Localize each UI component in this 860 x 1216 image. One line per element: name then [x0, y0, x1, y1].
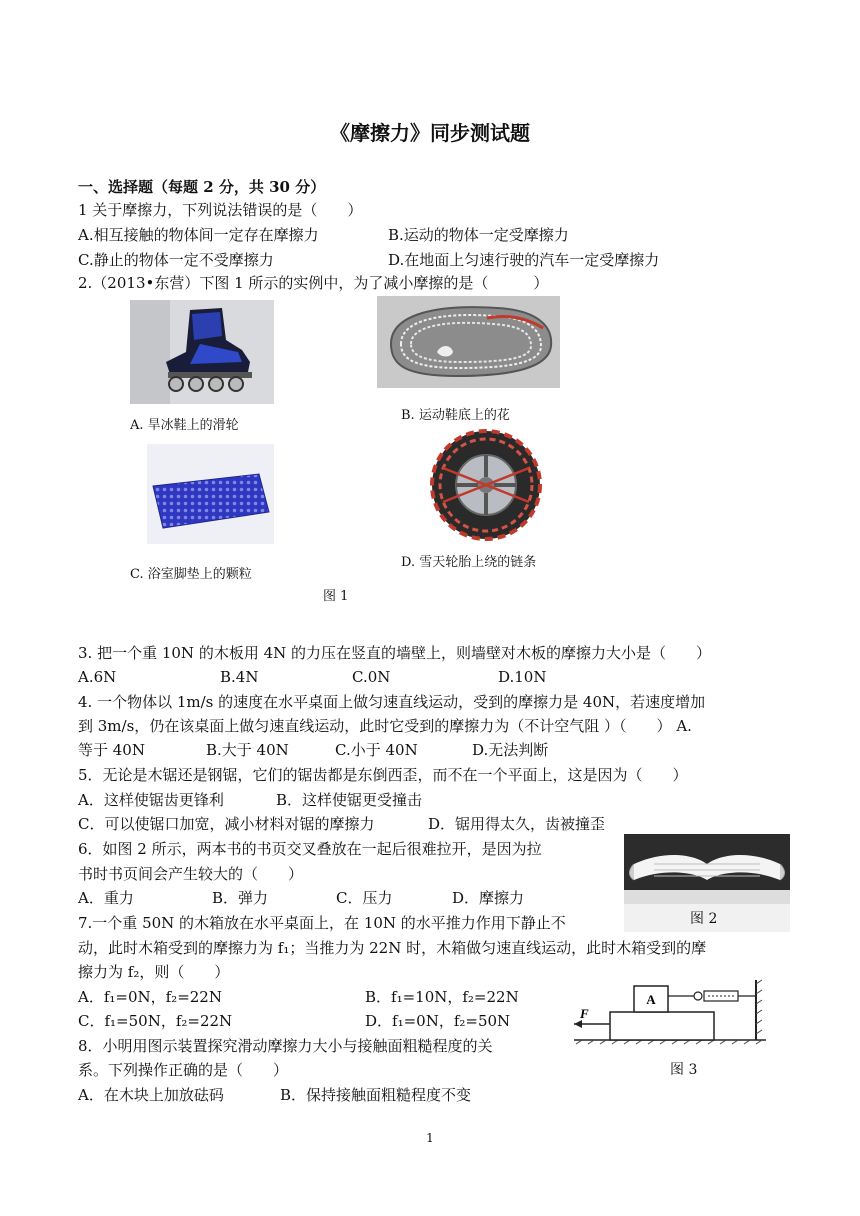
shoe-sole-image [377, 296, 560, 388]
q4-line-2: 到 3m/s，仍在该桌面上做匀速直线运动，此时它受到的摩擦力为（不计空气阻 ）（ ） A. [78, 717, 692, 735]
q4-option-c: C.小于 40N [335, 741, 418, 759]
q1-option-d: D.在地面上匀速行驶的汽车一定受摩擦力 [388, 251, 660, 269]
page-title: 《摩擦力》同步测试题 [330, 121, 530, 145]
q8-line-1: 8．小明用图示装置探究滑动摩擦力大小与接触面粗糙程度的关 [78, 1037, 493, 1055]
q1-option-a: A.相互接触的物体间一定存在摩擦力 [78, 226, 319, 244]
force-f-label: F [580, 1006, 589, 1021]
q2-stem: 2.（2013•东营）下图 1 所示的实例中，为了减小摩擦的是（ ） [78, 274, 549, 292]
q6-option-b: B．弹力 [212, 889, 269, 907]
q4-option-b: B.大于 40N [206, 741, 289, 759]
figure-2-label: 图 2 [690, 911, 718, 927]
q8-option-a: A．在木块上加放砝码 [78, 1086, 224, 1104]
friction-apparatus-diagram [566, 972, 770, 1054]
q1-option-c: C.静止的物体一定不受摩擦力 [78, 251, 274, 269]
q5-option-b: B．这样使锯更受撞击 [276, 791, 423, 809]
q3-option-b: B.4N [220, 668, 259, 686]
q7-option-a: A．f₁=0N，f₂=22N [78, 988, 222, 1006]
q2-caption-d: D. 雪天轮胎上绕的链条 [401, 555, 537, 570]
q1-stem: 1 关于摩擦力，下列说法错误的是（ ） [78, 201, 363, 219]
q6-option-c: C．压力 [336, 889, 393, 907]
q7-line-1: 7.一个重 50N 的木箱放在水平桌面上，在 10N 的水平推力作用下静止不 [78, 914, 566, 932]
q6-option-d: D．摩擦力 [452, 889, 525, 907]
figure-1-label: 图 1 [323, 589, 349, 604]
q7-line-2: 动，此时木箱受到的摩擦力为 f₁；当推力为 22N 时，木箱做匀速直线运动，此时木箱受到的摩 [78, 939, 707, 957]
q4-line-1: 4. 一个物体以 1m/s 的速度在水平桌面上做匀速直线运动，受到的摩擦力是 40N，若速度增加 [78, 693, 706, 711]
q6-line-1: 6．如图 2 所示，两本书的书页交叉叠放在一起后很难拉开，是因为拉 [78, 840, 542, 858]
q3-option-c: C.0N [352, 668, 391, 686]
inline-skate-image [130, 300, 274, 404]
q7-option-b: B．f₁=10N，f₂=22N [365, 988, 519, 1006]
q2-caption-c: C. 浴室脚垫上的颗粒 [130, 567, 252, 582]
q2-caption-b: B. 运动鞋底上的花 [401, 408, 510, 423]
q7-option-d: D．f₁=0N，f₂=50N [365, 1012, 511, 1030]
q2-caption-a: A. 旱冰鞋上的滑轮 [130, 418, 239, 433]
q5-option-d: D．锯用得太久，齿被撞歪 [428, 815, 606, 833]
q6-line-2: 书时书页间会产生较大的（ ） [78, 865, 304, 883]
q6-option-a: A．重力 [78, 889, 134, 907]
q1-option-b: B.运动的物体一定受摩擦力 [388, 226, 569, 244]
q4-option-d: D.无法判断 [472, 741, 549, 759]
q3-option-d: D.10N [498, 668, 547, 686]
q3-stem: 3. 把一个重 10N 的木板用 4N 的力压在竖直的墙壁上，则墙壁对木板的摩擦力大小是（ ） [78, 644, 712, 662]
bath-mat-image [147, 444, 274, 544]
q5-option-c: C．可以使锯口加宽，减小材料对锯的摩擦力 [78, 815, 375, 833]
figure-3-label: 图 3 [670, 1062, 698, 1078]
q8-line-2: 系。下列操作正确的是（ ） [78, 1061, 289, 1079]
q4-option-a: 等于 40N [78, 741, 145, 759]
tire-chain-image [429, 428, 543, 542]
block-a-label: A [646, 992, 656, 1007]
q8-option-b: B．保持接触面粗糙程度不变 [280, 1086, 472, 1104]
section-heading: 一、选择题（每题 2 分，共 30 分） [78, 178, 326, 196]
q5-option-a: A．这样使锯齿更锋利 [78, 791, 224, 809]
q5-stem: 5．无论是木锯还是钢锯，它们的锯齿都是东倒西歪，而不在一个平面上，这是因为（ ） [78, 766, 688, 784]
q7-option-c: C．f₁=50N，f₂=22N [78, 1012, 233, 1030]
page-number: 1 [426, 1131, 434, 1145]
q3-option-a: A.6N [78, 668, 117, 686]
q7-line-3: 擦力为 f₂，则（ ） [78, 963, 230, 981]
